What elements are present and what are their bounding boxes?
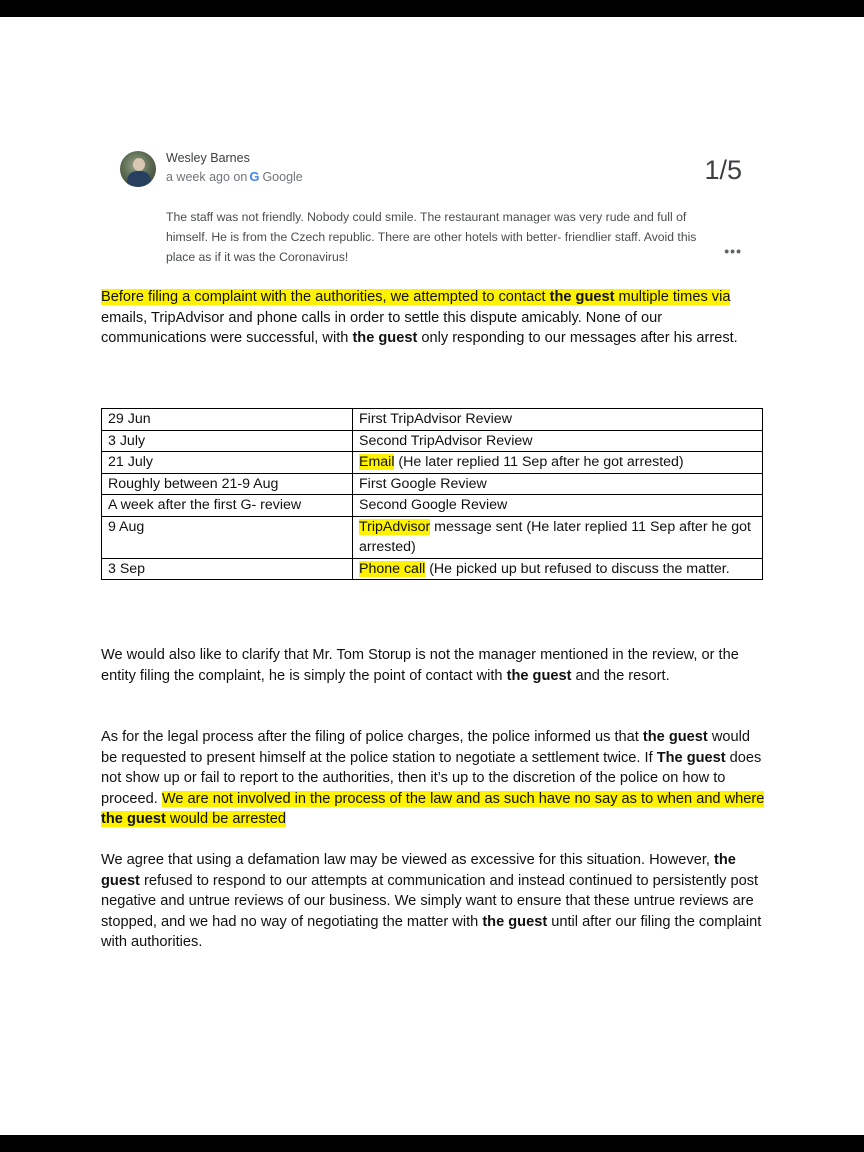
text-span: We agree that using a defamation law may be viewed as excessive for this situation. However, bbox=[101, 852, 714, 868]
event-text: First Google Review bbox=[359, 475, 487, 492]
event-text: (He later replied 11 Sep after he got arrested) bbox=[394, 454, 684, 470]
table-cell-event bbox=[353, 558, 763, 580]
highlight-text bbox=[101, 791, 764, 828]
text-span: would be arrested bbox=[165, 811, 286, 827]
event-text: message sent (He later replied 11 Sep after he got arrested) bbox=[359, 518, 751, 555]
google-icon: G bbox=[249, 169, 260, 184]
highlight-text: TripAdvisor bbox=[359, 518, 431, 535]
table-cell-date: 29 Jun bbox=[102, 409, 353, 431]
paragraph-contact-attempts bbox=[101, 287, 769, 349]
bold-the-guest: the guest bbox=[482, 913, 548, 930]
more-options-icon[interactable]: ••• bbox=[724, 243, 742, 259]
table-cell-date: 3 July bbox=[102, 430, 353, 452]
bold-the-guest: the guest bbox=[101, 811, 166, 827]
text-span: only responding to our messages after his arrest. bbox=[417, 330, 738, 346]
table-cell-date: 21 July bbox=[102, 452, 353, 474]
event-text: Second TripAdvisor Review bbox=[359, 432, 533, 449]
text-span: would be requested to present himself at the police station to negotiate a settlement twice. If bbox=[101, 729, 750, 766]
table-row bbox=[102, 516, 763, 558]
table-row bbox=[102, 558, 763, 580]
paragraph-defamation-law bbox=[101, 850, 769, 953]
highlight-text bbox=[101, 289, 730, 305]
event-text: Second Google Review bbox=[359, 497, 508, 513]
bold-the-guest: the guest bbox=[101, 852, 736, 889]
text-span: emails, TripAdvisor and phone calls in order to settle this dispute amicably. None of our communications were successful, with bbox=[101, 309, 663, 346]
table-cell-event bbox=[353, 473, 763, 495]
table-cell-date: 9 Aug bbox=[102, 516, 353, 558]
table-cell-date: 3 Sep bbox=[102, 558, 353, 580]
bold-the-guest: the guest bbox=[642, 729, 708, 745]
text-span: Before filing a complaint with the authorities, we attempted to contact bbox=[101, 289, 550, 305]
table-row bbox=[102, 495, 763, 517]
highlight-text: Phone call bbox=[359, 560, 426, 577]
table-cell-event bbox=[353, 409, 763, 431]
table-cell-event bbox=[353, 495, 763, 517]
review-rating: 1/5 bbox=[704, 155, 742, 185]
review-time: a week ago on bbox=[166, 170, 248, 184]
table-cell-date: Roughly between 21-9 Aug bbox=[102, 473, 353, 495]
paragraph-point-of-contact bbox=[101, 645, 769, 686]
table-cell-event bbox=[353, 516, 763, 558]
paragraph-legal-process bbox=[101, 727, 769, 830]
review-meta bbox=[166, 169, 303, 184]
text-span: does not show up or fail to report to the authorities, then it’s up to the discretion of the police on how to proceed. bbox=[101, 749, 762, 807]
table-row bbox=[102, 409, 763, 431]
table-cell-date: A week after the first G- review bbox=[102, 495, 353, 517]
bold-the-guest: the guest bbox=[352, 330, 418, 346]
timeline-table bbox=[101, 408, 763, 580]
review-source: Google bbox=[262, 170, 303, 184]
avatar-head bbox=[133, 158, 145, 171]
bold-the-guest: the guest bbox=[506, 667, 572, 684]
table-cell-event bbox=[353, 430, 763, 452]
review-text: The staff was not friendly. Nobody could smile. The restaurant manager was very rude and full of himself. He is from the Czech republic. There are other hotels with better- friendlier staff. Avoid this place as if it was the Coronavirus! bbox=[166, 210, 697, 264]
text-span: and the resort. bbox=[571, 667, 670, 684]
document-page bbox=[0, 17, 864, 1135]
text-span: multiple times via bbox=[614, 289, 731, 305]
avatar-torso bbox=[127, 171, 151, 187]
table-row bbox=[102, 452, 763, 474]
text-span: We would also like to clarify that Mr. Tom Storup is not the manager mentioned in the review, or the entity filing the complaint, he is simply the point of contact with bbox=[101, 647, 739, 684]
table-row bbox=[102, 430, 763, 452]
highlight-text: Email bbox=[359, 454, 395, 470]
review-card bbox=[118, 135, 758, 275]
text-span: refused to respond to our attempts at communication and instead continued to persistently post negative and untrue reviews of our business. We simply want to ensure that these untrue reviews are stopped, and we had no way of negotiating the matter with bbox=[101, 872, 759, 930]
text-span: We are not involved in the process of the law and as such have no say as to when and where bbox=[161, 790, 765, 807]
table-cell-event bbox=[353, 452, 763, 474]
bold-the-guest: the guest bbox=[549, 289, 615, 305]
text-span: until after our filing the complaint with authorities. bbox=[101, 913, 762, 950]
bold-the-guest: The guest bbox=[656, 749, 726, 766]
text-span: As for the legal process after the filing of police charges, the police informed us that bbox=[101, 729, 643, 745]
avatar bbox=[120, 151, 156, 187]
event-text: First TripAdvisor Review bbox=[359, 411, 512, 427]
table-row bbox=[102, 473, 763, 495]
event-text: (He picked up but refused to discuss the matter. bbox=[425, 560, 730, 577]
reviewer-name: Wesley Barnes bbox=[166, 151, 250, 165]
